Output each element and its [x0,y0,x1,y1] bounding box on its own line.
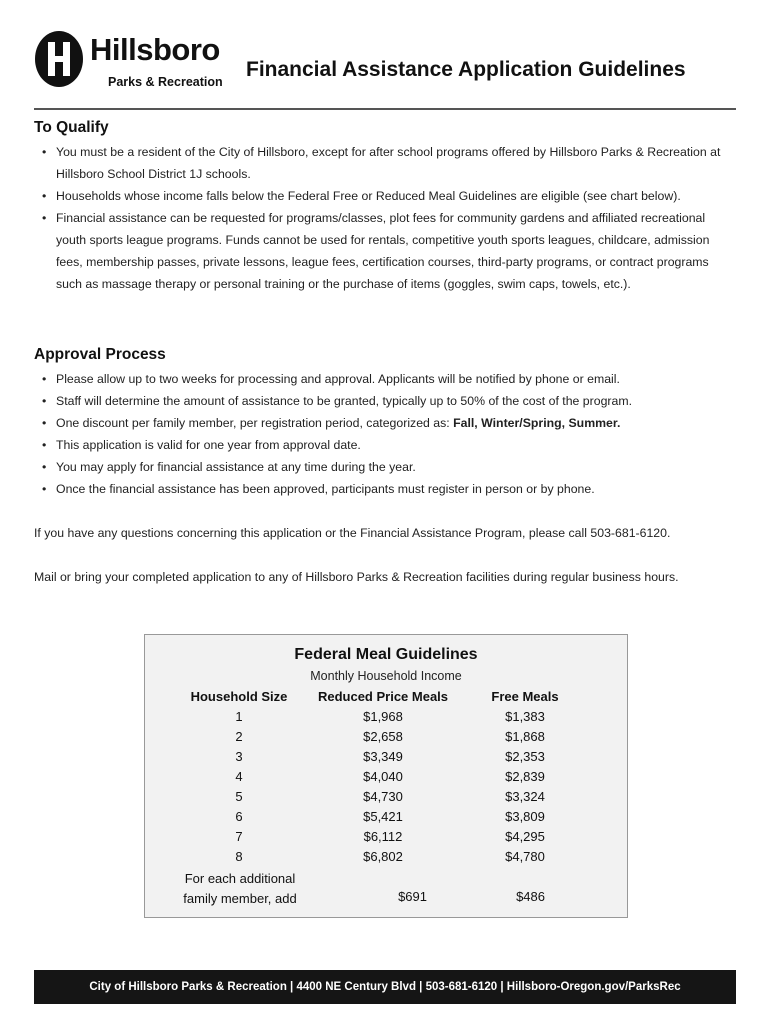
list-item: • One discount per family member, per registration period, categorized as: Fall, Winter/Spring, Summer. [42,416,621,430]
table-row: 6 $5,421 $3,809 [235,809,545,824]
approval-list [34,368,724,500]
hillsboro-logo [34,30,234,92]
qualify-heading: To Qualify [34,119,109,136]
approval-heading: Approval Process [34,346,166,363]
list-item: • Staff will determine the amount of assistance to be granted, typically up to 50% of the cost of the program. [42,394,632,408]
table-row: 4 $4,040 $2,839 [235,769,545,784]
page-title: Financial Assistance Application Guidelines [246,58,686,81]
hillsboro-h-logo-icon [34,30,84,88]
meal-table-subtitle: Monthly Household Income [310,669,462,683]
list-item: • This application is valid for one year from approval date. [42,438,361,452]
column-header-free-meals: Free Meals [491,689,559,704]
table-row: 3 $3,349 $2,353 [235,749,545,764]
table-row: 7 $6,112 $4,295 [235,829,545,844]
meal-table-title: Federal Meal Guidelines [294,646,478,663]
additional-reduced-amount: $691 [398,889,427,904]
table-row: 5 $4,730 $3,324 [235,789,545,804]
qualify-list [34,141,724,295]
qualify-section [34,119,724,295]
logo-wordmark: Hillsboro [90,32,220,67]
list-item: • You must be a resident of the City of Hillsboro, except for after school programs offered by Hillsboro Parks & Recreation at Hillsboro School District 1J schools. [42,145,721,181]
list-item: • You may apply for financial assistance at any time during the year. [42,460,416,474]
table-row: 1 $1,968 $1,383 [235,709,545,724]
column-header-household-size: Household Size [190,689,288,704]
logo-subtitle: Parks & Recreation [108,75,223,89]
additional-member-label: For each additional family member, add [183,871,297,906]
column-header-reduced-price: Reduced Price Meals [317,689,449,704]
approval-section [34,346,724,500]
list-item: • Please allow up to two weeks for processing and approval. Applicants will be notified by phone or email. [42,372,620,386]
list-item: • Once the financial assistance has been approved, participants must register in person or by phone. [42,482,595,496]
table-row: 2 $2,658 $1,868 [235,729,545,744]
additional-free-amount: $486 [516,889,545,904]
contact-note: If you have any questions concerning this application or the Financial Assistance Program, please call 503-681-6120. [34,526,671,540]
meal-guidelines-table [144,634,628,918]
footer-bar: City of Hillsboro Parks & Recreation | 4400 NE Century Blvd | 503-681-6120 | Hillsboro-Oregon.gov/ParksRec [34,970,736,1004]
table-row: 8 $6,802 $4,780 [235,849,545,864]
mail-note: Mail or bring your completed application to any of Hillsboro Parks & Recreation facilities during regular business hours. [34,570,679,584]
registration-periods: Fall, Winter/Spring, Summer. [453,416,621,430]
header-divider [34,108,736,110]
list-item: • Financial assistance can be requested for programs/classes, plot fees for community gardens and affiliated recreational youth sports league programs. Funds cannot be used for rentals, competitive youth sports leagues, childcare, admission fees, membership passes, private lessons, league fees, certification courses, third-party programs, or contract programs such as massage therapy or personal training or the purchase of items (goggles, swim caps, towels, etc.). [42,211,710,291]
list-item: • Households whose income falls below the Federal Free or Reduced Meal Guidelines are eligible (see chart below). [42,189,681,203]
